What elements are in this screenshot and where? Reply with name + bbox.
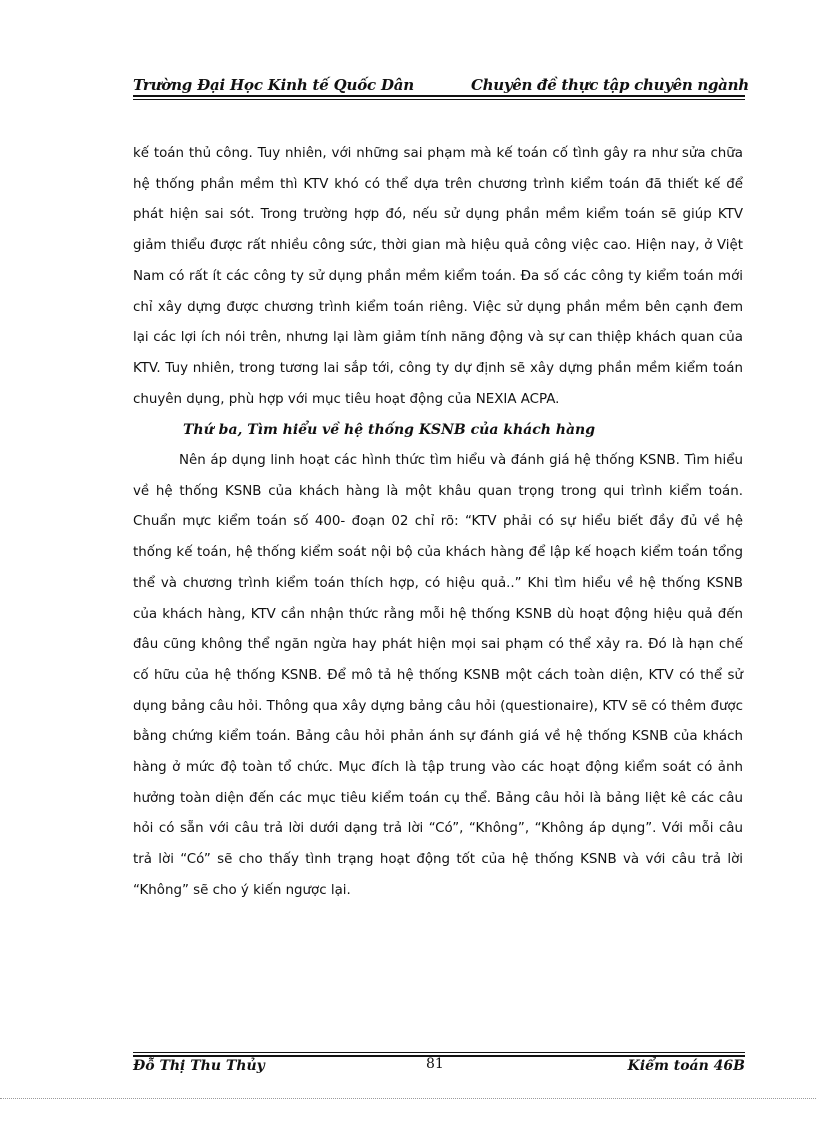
paragraph-1: kế toán thủ công. Tuy nhiên, với những sai phạm mà kế toán cố tình gây ra như sửa chữa hệ thống phần mềm thì KTV khó có thể dựa trên chương trình kiểm toán đã thiết kế để phát hiện sai sót. Trong trường hợp đó, nếu sử dụng phần mềm kiểm toán sẽ giúp KTV giảm thiểu được rất nhiều công sức, thời gian mà hiệu quả công việc cao. Hiện nay, ở Việt Nam có rất ít các công ty sử dụng phần mềm kiểm toán. Đa số các công ty kiểm toán mới chỉ xây dựng được chương trình kiểm toán riêng. Việc sử dụng phần mềm bên cạnh đem lại các lợi ích nói trên, nhưng lại làm giảm tính năng động và sự can thiệp khách quan của KTV. Tuy nhiên, trong tương lai sắp tới, công ty dự định sẽ xây dựng phần mềm kiểm toán chuyên dụng, phù hợp với mục tiêu hoạt động của NEXIA ACPA. <box>133 146 743 407</box>
page-boundary <box>0 1098 816 1099</box>
page-number: 81 <box>426 1056 444 1072</box>
header-topic: Chuyên đề thực tập chuyên ngành <box>471 76 749 94</box>
page-footer <box>133 1058 745 1080</box>
footer-rule-thin <box>133 1052 745 1053</box>
footer-class: Kiểm toán 46B <box>627 1058 745 1074</box>
section-heading: Thứ ba, Tìm hiểu về hệ thống KSNB của khách hàng <box>183 422 596 439</box>
footer-author: Đỗ Thị Thu Thủy <box>133 1058 265 1074</box>
header-school: Trường Đại Học Kinh tế Quốc Dân <box>133 76 415 94</box>
paragraph-2: Nên áp dụng linh hoạt các hình thức tìm hiểu và đánh giá hệ thống KSNB. Tìm hiểu về hệ thống KSNB của khách hàng là một khâu quan trọng trong qui trình kiểm toán. Chuẩn mực kiểm toán số 400- đoạn 02 chỉ rõ: “KTV phải có sự hiểu biết đầy đủ về hệ thống kế toán, hệ thống kiểm soát nội bộ của khách hàng để lập kế hoạch kiểm toán tổng thể và chương trình kiểm toán thích hợp, có hiệu quả..” Khi tìm hiểu về hệ thống KSNB của khách hàng, KTV cần nhận thức rằng mỗi hệ thống KSNB dù hoạt động hiệu quả đến đâu cũng không thể ngăn ngừa hay phát hiện mọi sai phạm có thể xảy ra. Đó là hạn chế cố hữu của hệ thống KSNB. Để mô tả hệ thống KSNB một cách toàn diện, KTV có thể sử dụng bảng câu hỏi. Thông qua xây dựng bảng câu hỏi (questionaire), KTV sẽ có thêm được bằng chứng kiểm toán. Bảng câu hỏi phản ánh sự đánh giá về hệ thống KSNB của khách hàng ở mức độ toàn tổ chức. Mục đích là tập trung vào các hoạt động kiểm soát có ảnh hưởng toàn diện đến các mục tiêu kiểm toán cụ thể. Bảng câu hỏi là bảng liệt kê các câu hỏi có sẵn với câu trả lời dưới dạng trả lời “Có”, “Không”, “Không áp dụng”. Với mỗi câu trả lời “Có” sẽ cho thấy tình trạng hoạt động tốt của hệ thống KSNB và với câu trả lời “Không” sẽ cho ý kiến ngược lại. <box>133 453 743 898</box>
header-rule-thin <box>133 99 745 100</box>
header-rule-thick <box>133 95 745 97</box>
document-body <box>133 139 743 907</box>
